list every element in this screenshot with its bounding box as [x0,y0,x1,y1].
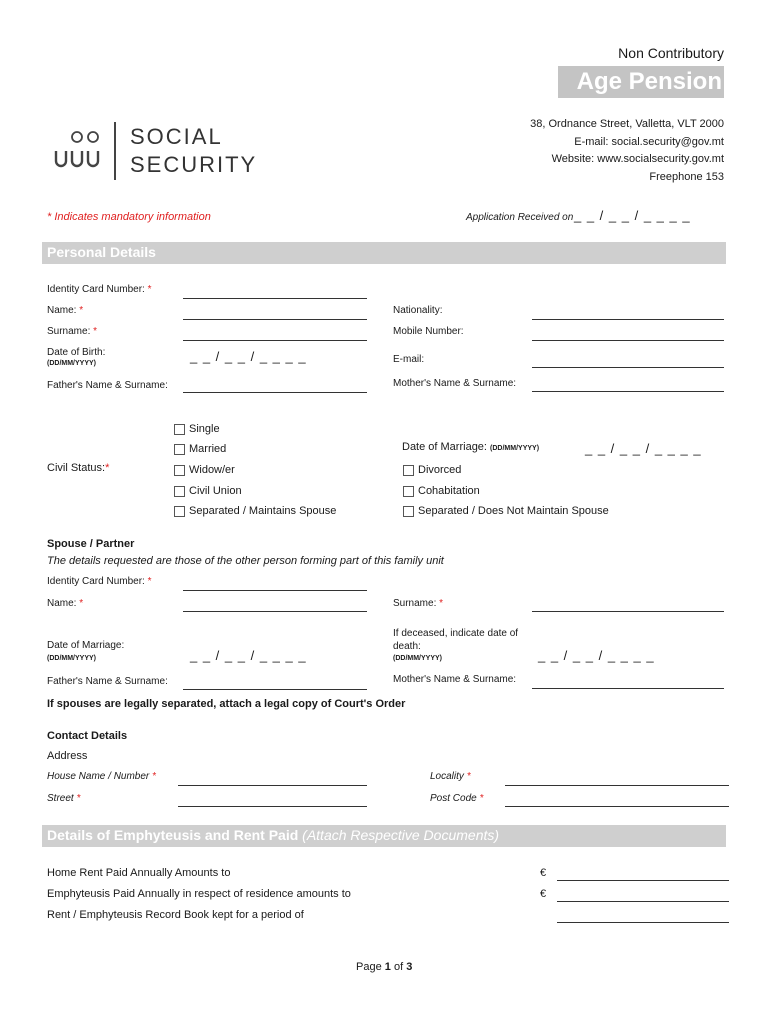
checkbox-divorced[interactable] [403,465,414,476]
checkbox-widow[interactable] [174,465,185,476]
option-cohabitation: Cohabitation [418,485,480,497]
checkbox-separated-maintains[interactable] [174,506,185,517]
office-address [530,116,724,186]
name-field[interactable] [183,319,367,320]
rent-paid-label: Home Rent Paid Annually Amounts to [47,867,231,879]
deceased-label-2: death: [393,641,421,652]
dob-field[interactable]: _ _ / _ _ / _ _ _ _ [190,349,307,364]
form-title-text: Age Pension [576,68,722,95]
surname-label: Surname: * [47,326,98,337]
house-field[interactable] [178,785,367,786]
form-subtitle: Non Contributory [618,45,724,61]
emphyteusis-paid-label: Emphyteusis Paid Annually in respect of residence amounts to [47,888,351,900]
emphyteusis-currency: € [540,888,547,900]
mobile-field[interactable] [532,340,724,341]
dob-format: (DD/MM/YYYY) [47,360,96,367]
postcode-label: Post Code * [430,793,484,804]
spouse-name-field[interactable] [183,611,367,612]
checkbox-separated-not-maintain[interactable] [403,506,414,517]
spouse-mother-field[interactable] [532,688,724,689]
mobile-label: Mobile Number: [393,326,464,337]
option-separated-not-maintain: Separated / Does Not Maintain Spouse [418,505,609,517]
checkbox-single[interactable] [174,424,185,435]
logo-divider [114,122,116,180]
spouse-note: The details requested are those of the other person forming part of this family unit [47,555,444,567]
application-received-date[interactable]: _ _ / _ _ / _ _ _ _ [574,208,691,223]
checkbox-civil-union[interactable] [174,486,185,497]
section-title-note: (Attach Respective Documents) [302,827,500,843]
social-security-logo [52,122,258,184]
email-line: E-mail: social.security@gov.mt [574,135,724,148]
section-title: Details of Emphyteusis and Rent Paid [47,827,299,843]
spouse-heading: Spouse / Partner [47,538,135,550]
legal-separation-note: If spouses are legally separated, attach a legal copy of Court's Order [47,698,406,710]
section-title: Personal Details [47,244,156,260]
option-single: Single [189,423,220,435]
contact-heading: Contact Details [47,730,128,742]
name-label: Name: * [47,305,84,316]
mother-label: Mother's Name & Surname: [393,378,517,389]
id-card-label: Identity Card Number: * [47,284,152,295]
house-label: House Name / Number * [47,771,156,782]
date-of-marriage-label: Date of Marriage: (DD/MM/YYYY) [402,441,540,453]
nationality-field[interactable] [532,319,724,320]
surname-field[interactable] [183,340,367,341]
date-of-death-field[interactable]: _ _ / _ _ / _ _ _ _ [538,648,655,663]
checkbox-cohabitation[interactable] [403,486,414,497]
deceased-format: (DD/MM/YYYY) [393,655,442,662]
freephone-line: Freephone 153 [649,170,724,183]
emphyteusis-paid-field[interactable] [557,901,729,902]
spouse-name-label: Name: * [47,598,84,609]
spouse-surname-field[interactable] [532,611,724,612]
father-label: Father's Name & Surname: [47,380,168,391]
dob-label: Date of Birth: [47,347,106,358]
spouse-id-label: Identity Card Number: * [47,576,152,587]
option-civil-union: Civil Union [189,485,242,497]
application-received-label: Application Received on [466,212,574,223]
deceased-label-1: If deceased, indicate date of [393,628,519,639]
civil-status-label: Civil Status:* [47,462,110,474]
street-field[interactable] [178,806,367,807]
spouse-dom-label: Date of Marriage: [47,640,125,651]
spouse-surname-label: Surname: * [393,598,444,609]
postcode-field[interactable] [505,806,729,807]
spouse-father-field[interactable] [183,689,367,690]
nationality-label: Nationality: [393,305,443,316]
email-field[interactable] [532,367,724,368]
website-line: Website: www.socialsecurity.gov.mt [551,153,724,165]
spouse-father-label: Father's Name & Surname: [47,676,168,687]
form-title [558,66,724,98]
logo-text-line1: SOCIAL [130,124,223,149]
option-widow: Widow/er [189,464,235,476]
emphyteusis-header [42,825,726,847]
page-indicator: Page 1 of 3 [356,961,413,973]
mandatory-note: * Indicates mandatory information [47,211,211,223]
personal-details-header [42,242,726,264]
address-line: 38, Ordnance Street, Valletta, VLT 2000 [530,118,724,130]
logo-text-line2: SECURITY [130,152,258,177]
date-of-marriage-field[interactable]: _ _ / _ _ / _ _ _ _ [585,441,702,456]
record-book-field[interactable] [557,922,729,923]
rent-paid-field[interactable] [557,880,729,881]
logo-mark-icon [52,130,104,180]
spouse-mother-label: Mother's Name & Surname: [393,674,517,685]
spouse-dom-format: (DD/MM/YYYY) [47,655,96,662]
email-label: E-mail: [393,354,425,365]
address-label: Address [47,750,88,762]
id-card-field[interactable] [183,298,367,299]
locality-label: Locality * [430,771,471,782]
rent-currency: € [540,867,547,879]
option-married: Married [189,443,227,455]
record-book-label: Rent / Emphyteusis Record Book kept for a period of [47,909,304,921]
father-field[interactable] [183,392,367,393]
mother-field[interactable] [532,391,724,392]
option-separated-maintains: Separated / Maintains Spouse [189,505,337,517]
spouse-dom-field[interactable]: _ _ / _ _ / _ _ _ _ [190,648,307,663]
street-label: Street * [47,793,81,804]
checkbox-married[interactable] [174,444,185,455]
locality-field[interactable] [505,785,729,786]
spouse-id-field[interactable] [183,590,367,591]
option-divorced: Divorced [418,464,462,476]
